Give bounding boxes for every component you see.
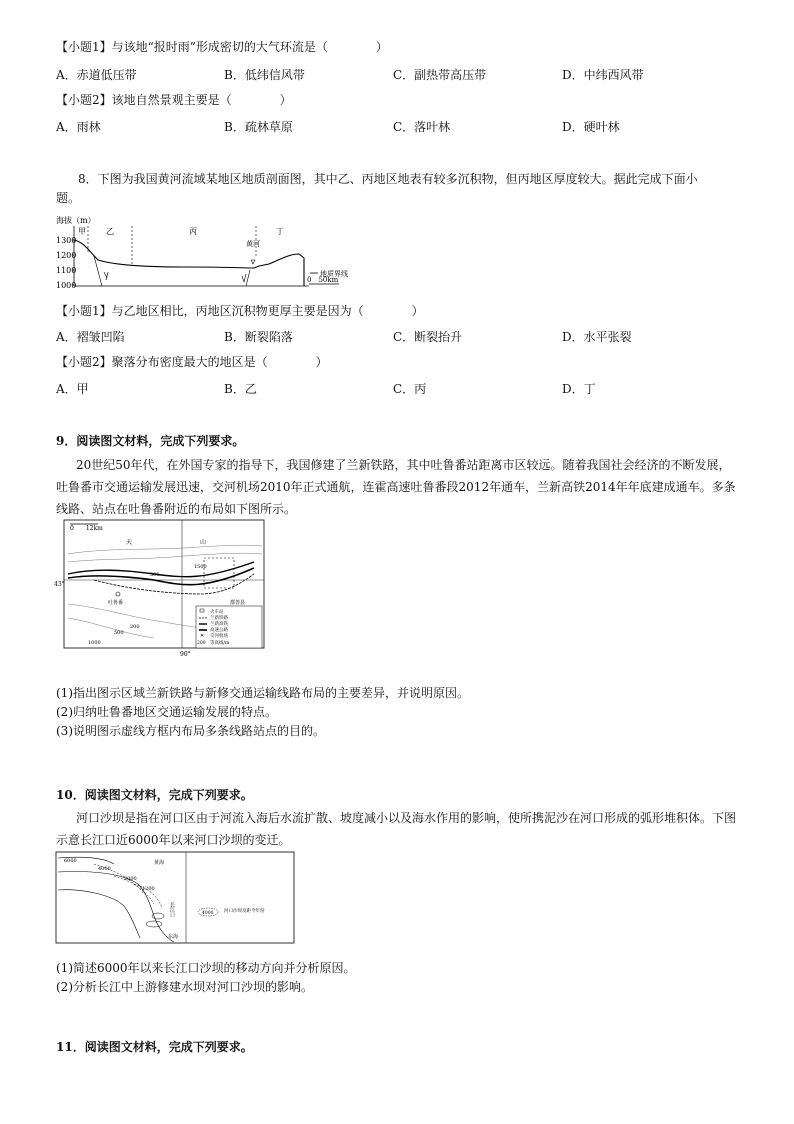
svg-text:火车站: 火车站 [210, 610, 224, 615]
river-marker-icon [251, 260, 255, 264]
q8-stem-line1: 8．下图为我国黄河流域某地区地质剖面图，其中乙、丙地区地表有较多沉积物，但丙地区厚度较大。据此完成下面小 [78, 172, 698, 186]
q10-question-2: (2)分析长江中上游修建水坝对河口沙坝的影响。 [56, 980, 313, 994]
year-label: 6000 [64, 858, 77, 864]
region-ding: 丁 [276, 227, 284, 236]
q11-title: 11．阅读图文材料，完成下列要求。 [56, 1040, 253, 1054]
option-b: B．断裂陷落 [224, 330, 293, 344]
q9-title: 9．阅读图文材料，完成下列要求。 [56, 434, 245, 448]
q9-question-3: (3)说明图示虚线方框内布局多条线路站点的目的。 [56, 724, 325, 738]
contour-label: 1500 [194, 564, 207, 570]
option-b: B．低纬信风带 [224, 68, 305, 82]
svg-text:兰新高铁: 兰新高铁 [210, 622, 228, 627]
q7-sub2: 【小题2】该地自然景观主要是（ ） [56, 93, 292, 107]
legend-text: 河口沙坝及距今年份 [224, 909, 265, 914]
option-a: A．赤道低压带 [56, 68, 137, 82]
q10-title: 10．阅读图文材料，完成下列要求。 [56, 788, 253, 802]
svg-text:兰新铁路: 兰新铁路 [210, 616, 228, 621]
map-frame [56, 852, 294, 943]
q7-sub1: 【小题1】与该地“报时雨”形成密切的大气环流是（ ） [56, 40, 388, 54]
q8-sub1: 【小题1】与乙地区相比，丙地区沉积物更厚主要是因为（ ） [56, 304, 424, 318]
map-scale: 0 12km [70, 525, 103, 532]
option-a: A．甲 [56, 382, 89, 396]
contour-label: 200 [130, 624, 140, 630]
lat-label: 43° [54, 581, 65, 588]
q8-sub2: 【小题2】聚落分布密度最大的地区是（ ） [56, 355, 328, 369]
year-label: 4000 [98, 866, 111, 872]
svg-text:200: 200 [197, 641, 206, 646]
river-label: 长江口 [169, 902, 175, 917]
station-label: 鄯善县 [230, 600, 246, 606]
region-bing: 丙 [189, 227, 197, 236]
q10-question-1: (1)简述6000年以来长江口沙坝的移动方向并分析原因。 [56, 961, 356, 975]
label-shan: 山 [200, 539, 207, 546]
terrain-surface [74, 240, 304, 286]
sea-north: 黄海 [154, 860, 165, 866]
contour-label: 1000 [88, 640, 101, 646]
q9-paragraph: 20世纪50年代，在外国专家的指导下，我国修建了兰新铁路，其中吐鲁番站距离市区较远。随着我国社会经济的不断发展，吐鲁番市交通运输发展迅速，交河机场2010年正式通航，连霍高速吐鲁番段2012年通车，兰新高铁2014年年底建成通车。多条线路、站点在吐鲁番附近的布局如下图所示。 [56, 458, 736, 516]
geologic-profile-figure [54, 212, 354, 292]
year-label: 1200 [142, 886, 155, 892]
option-c: C．落叶林 [393, 120, 451, 134]
ytick: 1300 [56, 236, 77, 245]
q9-question-1: (1)指出图示区域兰新铁路与新修交通运输线路布局的主要差异，并说明原因。 [56, 686, 470, 700]
option-b: B．乙 [224, 382, 257, 396]
q10-paragraph: 河口沙坝是指在河口区由于河流入海后水流扩散、坡度减小以及海水作用的影响，使所携泥沙在河口形成的弧形堆积体。下图示意长江口近6000年以来河口沙坝的变迁。 [56, 811, 737, 847]
region-yi: 乙 [106, 227, 114, 236]
figure-ylabel: 海拔（m） [56, 216, 96, 225]
year-label: 2000 [124, 876, 137, 882]
river-label: 黄河 [246, 240, 260, 248]
option-c: C．丙 [393, 382, 427, 396]
legend-value: 4000 [202, 911, 214, 916]
sea-south: 东海 [168, 934, 179, 940]
option-d: D．丁 [562, 382, 596, 396]
option-a: A．褶皱凹陷 [56, 330, 125, 344]
turpan-transport-map [54, 518, 266, 668]
airport-icon: ✕ [200, 633, 205, 639]
option-b: B．疏林草原 [224, 120, 293, 134]
legend-boundary: 地质界线 [320, 270, 348, 278]
ytick: 1100 [56, 266, 77, 275]
ytick: 1200 [56, 251, 77, 260]
option-a: A．雨林 [56, 120, 101, 134]
q8-stem-line2: 题。 [56, 191, 81, 205]
contour-label: 500 [150, 572, 160, 578]
svg-text:交河机场: 交河机场 [210, 634, 228, 639]
option-c: C．断裂抬升 [393, 330, 463, 344]
label-tian: 天 [126, 539, 133, 546]
option-c: C．副热带高压带 [393, 68, 487, 82]
svg-text:等高线/m: 等高线/m [210, 641, 230, 646]
contour-label: 500 [114, 630, 124, 636]
city-label: 吐鲁番 [108, 600, 124, 606]
option-d: D．水平张裂 [562, 330, 632, 344]
q9-question-2: (2)归纳吐鲁番地区交通运输发展的特点。 [56, 705, 277, 719]
lon-label: 90° [180, 651, 191, 658]
option-d: D．硬叶林 [562, 120, 620, 134]
option-d: D．中纬西风带 [562, 68, 644, 82]
svg-text:高速公路: 高速公路 [210, 628, 228, 633]
yangtze-estuary-map [54, 850, 296, 945]
ytick: 1000 [56, 281, 77, 290]
scale-bar: 0 50km [307, 276, 339, 284]
region-jia: 甲 [78, 227, 86, 236]
